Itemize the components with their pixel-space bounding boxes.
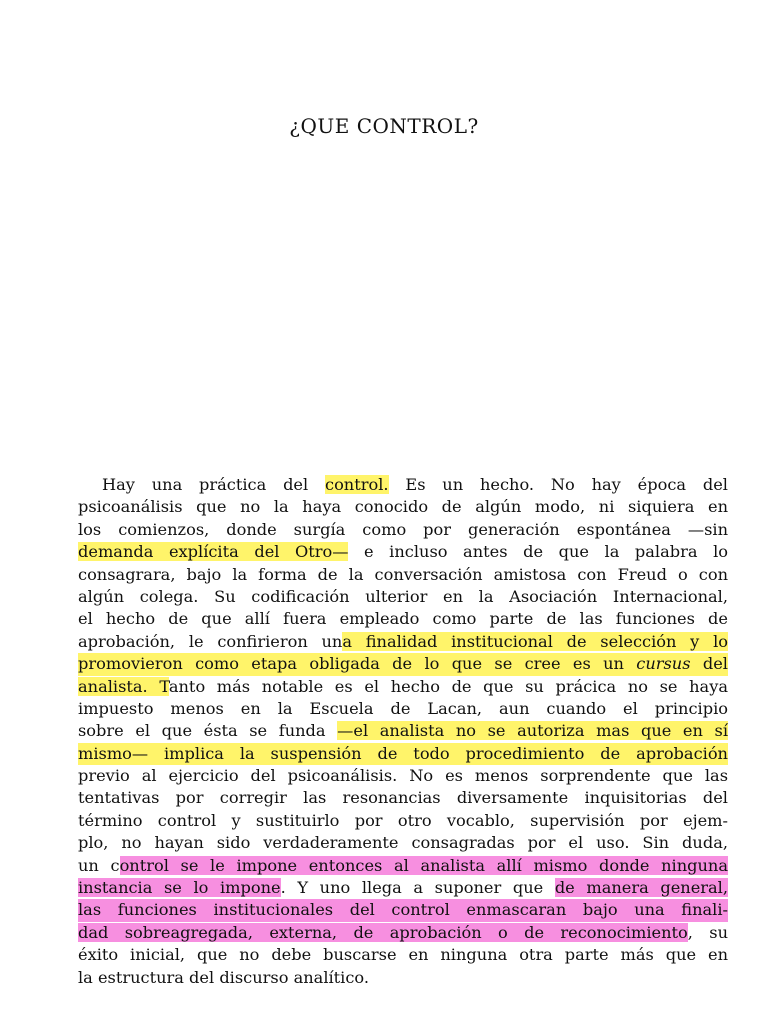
page-title: ¿QUE CONTROL? bbox=[289, 114, 479, 138]
text-line bbox=[78, 922, 728, 944]
text-run: Es un hecho. No hay época del bbox=[388, 475, 728, 494]
highlight-yellow: a finalidad institucional de selección y lo bbox=[342, 631, 728, 651]
text-line: término control y sustituirlo por otro vocablo, supervisión por ejem- bbox=[78, 810, 728, 830]
text-line bbox=[78, 720, 728, 742]
highlight-yellow: —el analista no se autoriza mas que en sí bbox=[337, 721, 728, 741]
text-run: del bbox=[690, 654, 728, 674]
text-run: , su bbox=[687, 922, 729, 942]
text-line: tentativas por corregir las resonancias diversamente inquisitorias del bbox=[78, 788, 728, 808]
text-line: consagrara, bajo la forma de la conversación amistosa con Freud o con bbox=[78, 564, 728, 584]
highlight-pink: instancia se lo impone bbox=[78, 878, 281, 898]
highlight-pink: dad sobreagregada, externa, de aprobación o de reconocimiento bbox=[78, 922, 688, 942]
text-run: sobre el que ésta se funda bbox=[78, 721, 338, 741]
italic-word: cursus bbox=[636, 654, 691, 674]
text-run: mismo— implica la suspensión de todo procedimiento de aprobación bbox=[78, 743, 728, 763]
text-line bbox=[78, 474, 728, 496]
text-line: éxito inicial, que no debe buscarse en ninguna otra parte más que en bbox=[78, 945, 728, 965]
text-run: un c bbox=[78, 855, 120, 875]
text-run: anto más notable es el hecho de que su prácica no se haya bbox=[168, 676, 728, 696]
text-line-highlighted bbox=[78, 743, 728, 765]
text-line bbox=[78, 541, 728, 563]
highlight-yellow: demanda explícita del Otro— bbox=[78, 542, 349, 562]
text-line-highlighted bbox=[78, 653, 728, 675]
body-paragraph bbox=[78, 474, 728, 989]
text-line bbox=[78, 855, 728, 877]
text-line bbox=[78, 676, 728, 698]
text-line: psicoanálisis que no la haya conocido de algún modo, ni siquiera en bbox=[78, 497, 728, 517]
text-line: algún colega. Su codificación ulterior en la Asociación Internacional, bbox=[78, 586, 728, 606]
text-line: el hecho de que allí fuera empleado como parte de las funciones de bbox=[78, 609, 728, 629]
text-line: previo al ejercicio del psicoanálisis. No es menos sorprendente que las bbox=[78, 766, 728, 786]
highlight-pink: de manera general, bbox=[554, 878, 729, 898]
text-line bbox=[78, 877, 728, 899]
text-run: las funciones institucionales del control enmascaran bajo una finali- bbox=[78, 900, 728, 920]
text-line bbox=[78, 631, 728, 653]
text-line-highlighted bbox=[78, 899, 728, 921]
text-run: e incluso antes de que la palabra lo bbox=[348, 542, 728, 562]
text-run: . Y uno llega a suponer que bbox=[280, 878, 555, 898]
text-run: Hay una práctica del bbox=[102, 475, 325, 494]
text-line: impuesto menos en la Escuela de Lacan, aun cuando el principio bbox=[78, 698, 728, 718]
text-line: los comienzos, donde surgía como por generación espontánea —sin bbox=[78, 519, 728, 539]
text-line: plo, no hayan sido verdaderamente consagradas por el uso. Sin duda, bbox=[78, 833, 728, 853]
text-run: promovieron como etapa obligada de lo que se cree es un bbox=[78, 654, 637, 674]
highlight-yellow: control. bbox=[325, 475, 389, 494]
text-line: la estructura del discurso analítico. bbox=[78, 967, 370, 987]
text-run: aprobación, le confirieron un bbox=[78, 631, 343, 651]
highlight-yellow: analista. T bbox=[78, 676, 169, 696]
highlight-pink: ontrol se le impone entonces al analista allí mismo donde ninguna bbox=[119, 855, 729, 875]
